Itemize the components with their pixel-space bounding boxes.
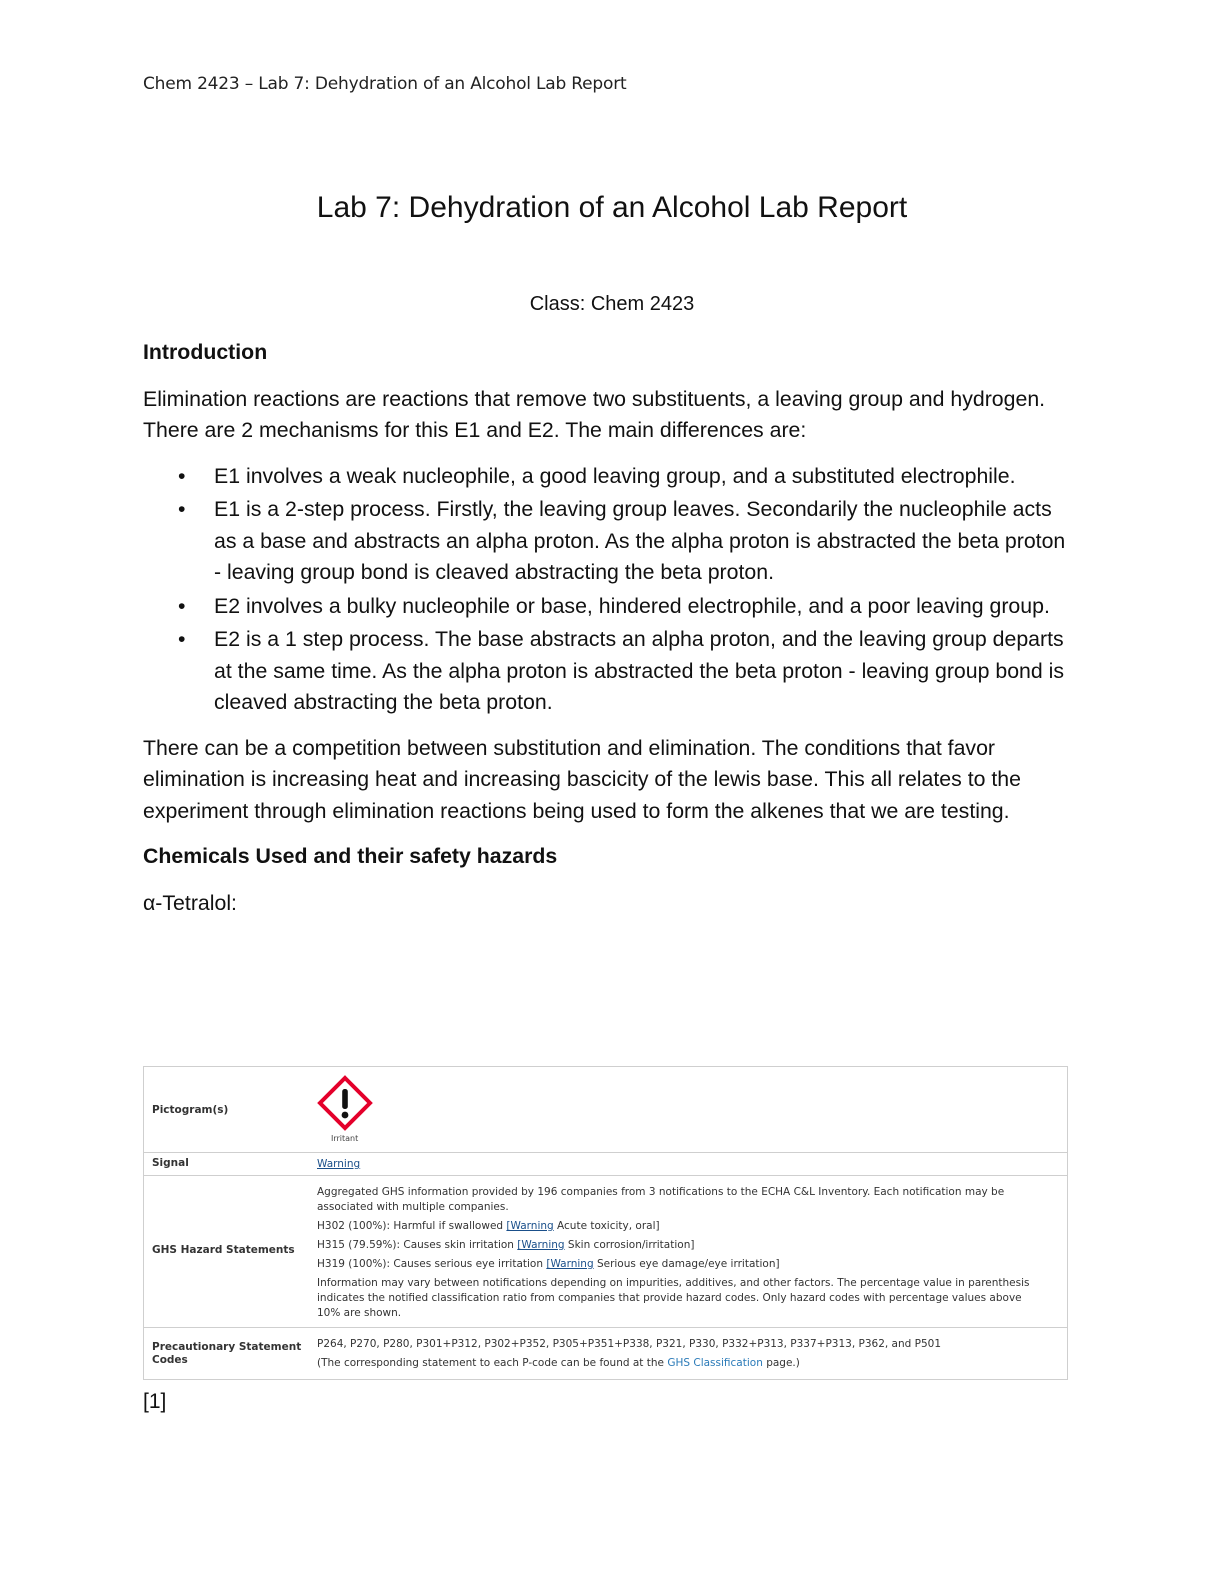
introduction-paragraph-1: Elimination reactions are reactions that remove two substituents, a leaving group and hydrogen. There are 2 mechanisms for this E1 and E2. The main differences are:: [143, 386, 1046, 442]
exclamation-mark-diamond-icon: [317, 1075, 373, 1135]
introduction-heading: Introduction: [143, 340, 268, 364]
running-header: Chem 2423 – Lab 7: Dehydration of an Alcohol Lab Report: [143, 74, 627, 94]
document-title: Lab 7: Dehydration of an Alcohol Lab Report: [316, 191, 908, 224]
ghs-classification-link[interactable]: GHS Classification: [667, 1357, 763, 1369]
hazard-statement: H302 (100%): Harmful if swallowed [Warning Acute toxicity, oral]: [317, 1220, 660, 1232]
precautionary-note: (The corresponding statement to each P-code can be found at the GHS Classification page.): [317, 1357, 800, 1369]
list-item-text: E1 is a 2-step process. Firstly, the leaving group leaves. Secondarily the nucleophile acts as a base and abstracts an alpha proton. As the alpha proton is abstracted the beta proton - leaving group bond is cleaved abstracting the beta proton.: [214, 497, 1066, 584]
hazard-note: Information may vary between notifications depending on impurities, additives, and other factors. The percentage value in parenthesis indicates the notified classification ratio from companies that provide hazard codes. Only hazard codes with percentage values above 10% are shown.: [317, 1277, 1030, 1319]
warning-link[interactable]: [Warning: [517, 1239, 565, 1251]
list-item-text: E2 involves a bulky nucleophile or base, hindered electrophile, and a poor leaving group.: [214, 593, 1050, 618]
warning-link[interactable]: [Warning: [506, 1220, 554, 1232]
list-item: [143, 461, 1073, 493]
list-item: [143, 624, 1073, 719]
precautionary-content: [317, 1337, 1037, 1375]
precautionary-label: Precautionary Statement Codes: [152, 1341, 302, 1366]
precautionary-codes: P264, P270, P280, P301+P312, P302+P352, P305+P351+P338, P321, P330, P332+P313, P337+P313, P362, and P501: [317, 1338, 942, 1350]
list-item: [143, 591, 1073, 623]
document-body: [143, 337, 1073, 937]
list-item-text: E1 involves a weak nucleophile, a good leaving group, and a substituted electrophile.: [214, 463, 1016, 488]
list-item: [143, 494, 1073, 589]
chemical-name: α-Tetralol:: [143, 890, 237, 915]
bullet-icon: •: [178, 593, 186, 618]
bullet-icon: •: [178, 497, 186, 521]
ghs-safety-table: [143, 1066, 1068, 1380]
signal-value-link[interactable]: Warning: [317, 1158, 361, 1170]
hazard-statements-label: GHS Hazard Statements: [152, 1244, 295, 1256]
signal-label: Signal: [152, 1157, 189, 1169]
hazard-intro: Aggregated GHS information provided by 196 companies from 3 notifications to the ECHA C&L Inventory. Each notification may be associated with multiple companies.: [317, 1186, 1005, 1213]
hazard-statement: H319 (100%): Causes serious eye irritation [Warning Serious eye damage/eye irritation]: [317, 1258, 780, 1270]
pictogram-row: [144, 1067, 1067, 1153]
warning-link[interactable]: [Warning: [546, 1258, 594, 1270]
hazard-statement: H315 (79.59%): Causes skin irritation [Warning Skin corrosion/irritation]: [317, 1239, 695, 1251]
pictogram-label: Pictogram(s): [152, 1104, 229, 1116]
introduction-paragraph-2: There can be a competition between substitution and elimination. The conditions that favor elimination is increasing heat and increasing bascicity of the lewis base. This all relates to the experiment through elimination reactions being used to form the alkenes that we are testing.: [143, 735, 1021, 823]
class-line: Class: Chem 2423: [529, 293, 695, 315]
bullet-icon: •: [178, 627, 186, 651]
list-item-text: E2 is a 1 step process. The base abstracts an alpha proton, and the leaving group departs at the same time. As the alpha proton is abstracted the beta proton - leaving group bond is cleaved abstracting the beta proton.: [214, 627, 1065, 714]
chemicals-heading: Chemicals Used and their safety hazards: [143, 844, 558, 868]
precautionary-row: [144, 1328, 1067, 1380]
bullet-icon: •: [178, 463, 186, 488]
pictogram-caption: Irritant: [331, 1134, 359, 1143]
citation-marker: [1]: [143, 1390, 167, 1413]
mechanism-differences-list: [143, 461, 1073, 719]
hazard-statements-content: [317, 1185, 1037, 1325]
signal-row: [144, 1153, 1067, 1176]
hazard-statements-row: [144, 1176, 1067, 1328]
